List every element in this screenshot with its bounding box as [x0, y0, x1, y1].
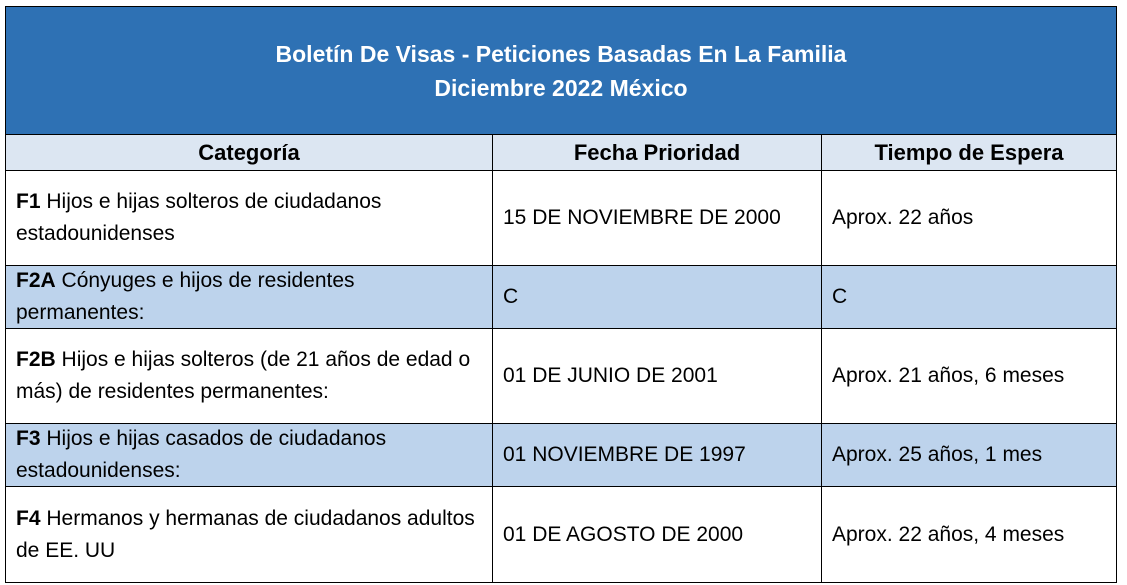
category-cell [6, 487, 493, 582]
priority-date-cell: 01 DE JUNIO DE 2001 [493, 329, 822, 423]
wait-time-cell: Aprox. 25 años, 1 mes [832, 443, 1043, 466]
banner-subtitle: Diciembre 2022 México [434, 74, 688, 101]
table-row-f1 [6, 171, 1116, 266]
banner-title: Boletín De Visas - Peticiones Basadas En La Familia [275, 40, 847, 67]
wait-time-cell: C [832, 285, 848, 308]
wait-time-cell: Aprox. 22 años [832, 206, 974, 229]
visa-bulletin-table [5, 6, 1117, 583]
category-cell [6, 424, 493, 486]
header-row [6, 135, 1116, 171]
priority-date-cell: 01 DE AGOSTO DE 2000 [493, 487, 822, 582]
table-row-f4 [6, 487, 1116, 582]
category-description: Hijos e hijas solteros de ciudadanos estadounidenses [16, 190, 382, 245]
wait-time-cell: Aprox. 22 años, 4 meses [832, 522, 1065, 546]
table-row-f2a [6, 266, 1116, 329]
category-description: Hijos e hijas casados de ciudadanos estadounidenses: [16, 427, 387, 482]
category-description: Hijos e hijas solteros (de 21 años de edad o más) de residentes permanentes: [16, 348, 471, 403]
category-description: Cónyuges e hijos de residentes permanentes: [16, 269, 355, 324]
category-code: F2B [16, 348, 56, 371]
category-cell [6, 329, 493, 423]
priority-date-cell: 15 DE NOVIEMBRE DE 2000 [493, 171, 822, 265]
column-header-category: Categoría [6, 135, 493, 170]
category-cell [6, 171, 493, 265]
category-cell [6, 266, 493, 328]
category-description: Hermanos y hermanas de ciudadanos adultos de EE. UU [16, 506, 475, 562]
category-code: F2A [16, 269, 56, 292]
column-header-wait-time: Tiempo de Espera [874, 139, 1064, 165]
column-header-priority-date: Fecha Prioridad [493, 135, 822, 170]
priority-date-cell: 01 NOVIEMBRE DE 1997 [493, 424, 822, 486]
category-code: F3 [16, 427, 41, 450]
wait-time-cell: Aprox. 21 años, 6 meses [832, 364, 1065, 387]
table-row-f3 [6, 424, 1116, 487]
table-row-f2b [6, 329, 1116, 424]
table-banner [6, 7, 1116, 135]
priority-date-cell: C [493, 266, 822, 328]
category-code: F4 [16, 506, 41, 530]
category-code: F1 [16, 190, 41, 213]
